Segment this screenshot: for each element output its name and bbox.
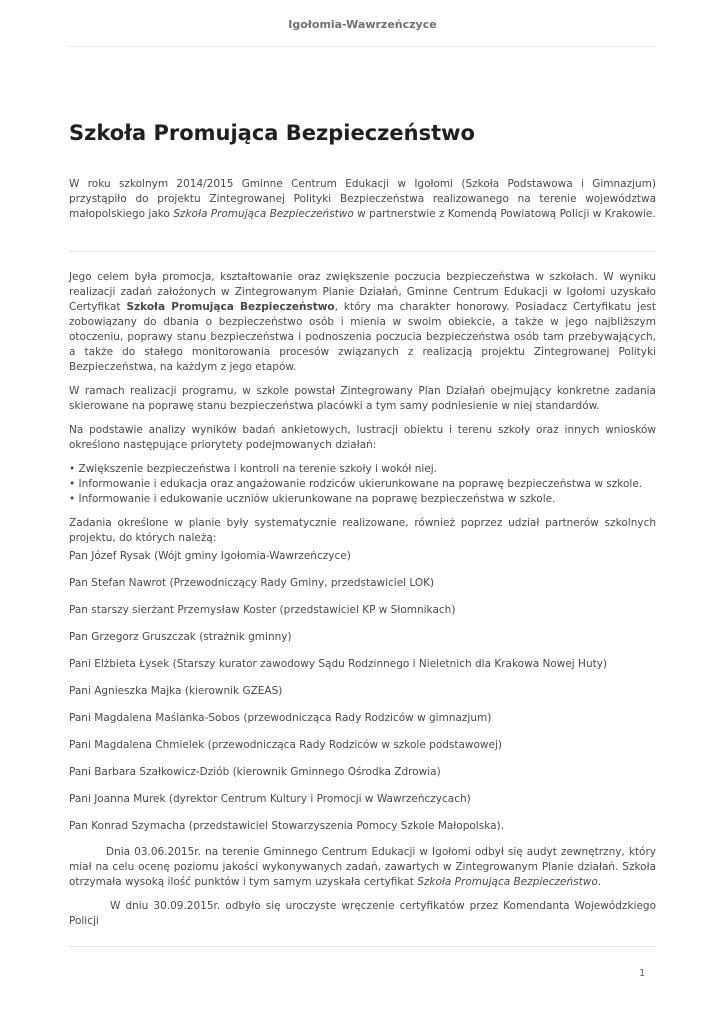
goal-text: Jego celem była promocja, kształtowanie oraz zwiększenie poczucia bezpieczeństwa w szkołach. W wyniku realizacji zadań założonych w Zintegrowanym Planie Działań, Gminne Centrum Edukacji w Igołomi uzyskało Certyfikat bbox=[69, 271, 656, 313]
partner-item: Pani Magdalena Chmielek (przewodnicząca Rady Rodziców w szkole podstawowej) bbox=[69, 739, 502, 751]
plan-paragraph: W ramach realizacji programu, w szkole powstał Zintegrowany Plan Działań obejmujący konkretne zadania skierowane na poprawę stanu bezpieczeństwa placówki a tym samy podniesienie w niej standardów. bbox=[69, 385, 656, 412]
partner-item: Pan Grzegorz Gruszczak (strażnik gminny) bbox=[69, 631, 292, 643]
intro-paragraph bbox=[69, 177, 656, 222]
priorities-list bbox=[69, 462, 656, 507]
partner-item: Pan Józef Rysak (Wójt gminy Igołomia-Wawrzeńczyce) bbox=[69, 550, 351, 562]
page-number: 1 bbox=[639, 968, 646, 979]
intro-text: W roku szkolnym 2014/2015 Gminne Centrum Edukacji w Igołomi (Szkoła Podstawowa i Gimnazjum) przystąpiło do projektu Zintegrowanej Polityki Bezpieczeństwa realizowanego na terenie województwa małopolskiego jako bbox=[69, 178, 656, 220]
audit-emphasis: Szkoła Promująca Bezpieczeństwo bbox=[417, 876, 598, 888]
intro-tail: w partnerstwie z Komendą Powiatową Policji w Krakowie. bbox=[353, 208, 656, 220]
header-divider bbox=[69, 46, 656, 47]
list-item: • Zwiększenie bezpieczeństwa i kontroli na terenie szkoły i wokół niej. bbox=[69, 462, 656, 477]
site-name: Igołomia-Wawrzeńczyce bbox=[288, 18, 437, 31]
partner-item: Pan Stefan Nawrot (Przewodniczący Rady Gminy, przedstawiciel LOK) bbox=[69, 577, 435, 589]
footer-divider bbox=[69, 946, 656, 947]
list-item: • Informowanie i edukacja oraz angażowanie rodziców ukierunkowane na poprawę bezpieczeństwa w szkole. bbox=[69, 477, 656, 492]
partner-item: Pani Agnieszka Majka (kierownik GZEAS) bbox=[69, 685, 283, 697]
partners-list bbox=[69, 549, 656, 846]
certificate-name: Szkoła Promująca Bezpieczeństwo bbox=[126, 301, 335, 313]
ceremony-paragraph: W dniu 30.09.2015r. odbyło się uroczyste wręczenie certyfikatów przez Komendanta Wojewódzkiego Policji bbox=[69, 900, 656, 927]
goal-paragraph bbox=[69, 270, 656, 375]
intro-emphasis: Szkoła Promująca Bezpieczeństwo bbox=[173, 208, 354, 220]
page-title: Szkoła Promująca Bezpieczeństwo bbox=[69, 121, 475, 145]
partner-item: Pani Barbara Szałkowicz-Dziób (kierownik Gminnego Ośrodka Zdrowia) bbox=[69, 766, 441, 778]
list-item: • Informowanie i edukowanie uczniów ukierunkowane na poprawę bezpieczeństwa w szkole. bbox=[69, 492, 656, 507]
article-body bbox=[69, 270, 656, 546]
audit-paragraph bbox=[69, 845, 656, 890]
partner-item: Pan starszy sierżant Przemysław Koster (przedstawiciel KP w Słomnikach) bbox=[69, 604, 456, 616]
partner-item: Pani Elżbieta Łysek (Starszy kurator zawodowy Sądu Rodzinnego i Nieletnich dla Krakowa Nowej Huty) bbox=[69, 658, 608, 670]
partner-item: Pan Konrad Szymacha (przedstawiciel Stowarzyszenia Pomocy Szkole Małopolska). bbox=[69, 820, 504, 832]
audit-tail: . bbox=[597, 876, 602, 888]
partner-item: Pani Magdalena Maślanka-Sobos (przewodnicząca Rady Rodziców w gimnazjum) bbox=[69, 712, 492, 724]
section-divider bbox=[69, 251, 656, 252]
goal-text-cont: , który ma charakter honorowy. Posiadacz Certyfikatu jest zobowiązany do dbania o bezpieczeństwo osób i mienia w swoim obiekcie, a także w jego najbliższym otoczeniu, poprawy stanu bezpieczeństwa i podnoszenia poczucia bezpieczeństwa osób tam przebywających, a także do stałego monitorowania procesów związanych z realizacją projektu Zintegrowanej Polityki Bezpieczeństwa, na każdym z jego etapów. bbox=[69, 301, 657, 373]
analysis-paragraph: Na podstawie analizy wyników badań ankietowych, lustracji obiektu i terenu szkoły oraz innych wniosków określono następujące priorytety podejmowanych działań: bbox=[69, 424, 656, 451]
partner-item: Pani Joanna Murek (dyrektor Centrum Kultury i Promocji w Wawrzeńczycach) bbox=[69, 793, 471, 805]
audit-text: Dnia 03.06.2015r. na terenie Gminnego Centrum Edukacji w Igołomi odbył się audyt zewnętrzny, który miał na celu ocenę poziomu jakości wykonywanych zadań, zawartych w Zintegrowanym Planie działań. Szkoła otrzymała wysoką ilość punktów i tym samym uzyskała certyfikat bbox=[69, 846, 656, 888]
audit-section bbox=[69, 845, 656, 929]
partners-intro: Zadania określone w planie były systematycznie realizowane, również poprzez udział partnerów szkolnych projektu, do których należą: bbox=[69, 517, 656, 544]
